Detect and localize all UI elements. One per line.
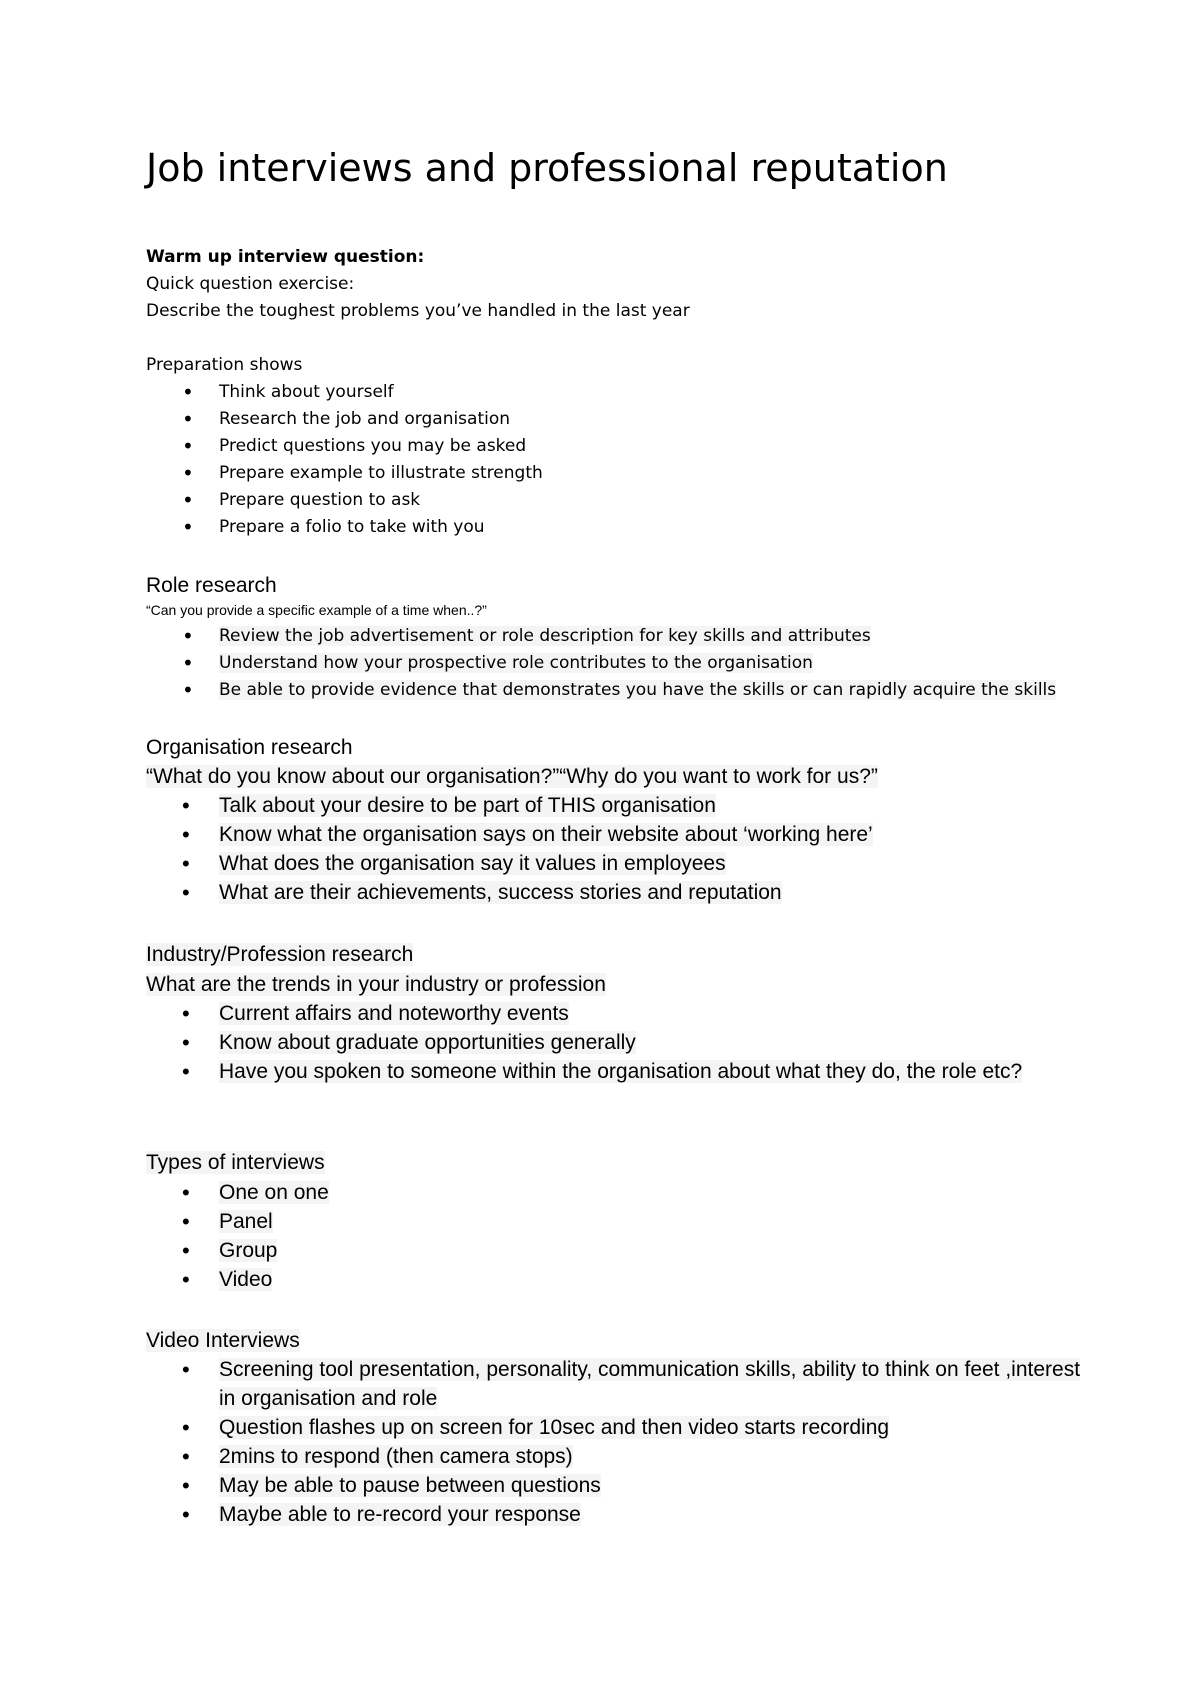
list-item: • Question flashes up on screen for 10sec and then video starts recording	[182, 1415, 890, 1440]
list-item: • One on one	[182, 1180, 329, 1205]
warmup-heading: Warm up interview question:	[146, 247, 425, 267]
bullet-icon: •	[182, 624, 194, 648]
bullet-icon: •	[182, 380, 194, 404]
bullet-icon: •	[182, 1030, 190, 1055]
bullet-icon: •	[182, 1267, 190, 1292]
list-item: • Review the job advertisement or role description for key skills and attributes	[182, 624, 871, 648]
list-item: • 2mins to respond (then camera stops)	[182, 1444, 573, 1469]
bullet-icon: •	[182, 1180, 190, 1205]
list-item: • Research the job and organisation	[182, 407, 511, 431]
list-item: • What does the organisation say it values in employees	[182, 851, 726, 876]
bullet-icon: •	[182, 651, 194, 675]
list-item: • Predict questions you may be asked	[182, 434, 527, 458]
bullet-icon: •	[182, 1473, 190, 1498]
warmup-line-2: Describe the toughest problems you’ve handled in the last year	[146, 301, 690, 321]
preparation-list	[182, 379, 543, 541]
bullet-icon: •	[182, 407, 194, 431]
bullet-icon: •	[182, 461, 194, 485]
interview-types-heading: Types of interviews	[146, 1151, 325, 1174]
bullet-icon: •	[182, 851, 190, 876]
list-item: • Prepare example to illustrate strength	[182, 461, 543, 485]
list-item: • Know about graduate opportunities generally	[182, 1030, 636, 1055]
bullet-icon: •	[182, 1444, 190, 1469]
list-item: • May be able to pause between questions	[182, 1473, 601, 1498]
list-item: • Think about yourself	[182, 380, 394, 404]
list-item: • Screening tool presentation, personality, communication skills, ability to think on feet ,interest in organisation and role	[182, 1357, 1081, 1410]
bullet-icon: •	[182, 1502, 190, 1527]
bullet-icon: •	[182, 1357, 190, 1382]
bullet-icon: •	[182, 1238, 190, 1263]
list-item: • Talk about your desire to be part of THIS organisation	[182, 793, 716, 818]
list-item: • Current affairs and noteworthy events	[182, 1001, 569, 1026]
bullet-icon: •	[182, 434, 194, 458]
interview-types-list	[182, 1178, 329, 1294]
bullet-icon: •	[182, 678, 194, 702]
bullet-icon: •	[182, 1209, 190, 1234]
bullet-icon: •	[182, 488, 194, 512]
industry-research-list	[182, 999, 1099, 1086]
bullet-icon: •	[182, 1059, 190, 1084]
industry-research-heading: Industry/Profession research	[146, 943, 414, 966]
page-title: Job interviews and professional reputation	[146, 146, 948, 190]
list-item: • Maybe able to re-record your response	[182, 1502, 581, 1527]
list-item: • Prepare a folio to take with you	[182, 515, 485, 539]
warmup-line-1: Quick question exercise:	[146, 274, 355, 294]
industry-research-question: What are the trends in your industry or profession	[146, 973, 606, 996]
bullet-icon: •	[182, 1415, 190, 1440]
bullet-icon: •	[182, 880, 190, 905]
role-research-heading: Role research	[146, 574, 277, 597]
video-interviews-list	[182, 1355, 1099, 1529]
bullet-icon: •	[182, 1001, 190, 1026]
list-item: • Have you spoken to someone within the organisation about what they do, the role etc?	[182, 1059, 1023, 1084]
bullet-icon: •	[182, 822, 190, 847]
preparation-heading: Preparation shows	[146, 355, 303, 375]
list-item: • What are their achievements, success stories and reputation	[182, 880, 782, 905]
list-item: • Panel	[182, 1209, 273, 1234]
list-item: • Group	[182, 1238, 278, 1263]
list-item: • Know what the organisation says on their website about ‘working here’	[182, 822, 873, 847]
role-research-list	[182, 623, 1099, 704]
list-item: • Be able to provide evidence that demonstrates you have the skills or can rapidly acquire the skills	[182, 678, 1057, 702]
role-research-quote: “Can you provide a specific example of a time when..?”	[146, 602, 487, 618]
list-item: • Understand how your prospective role contributes to the organisation	[182, 651, 813, 675]
list-item: • Video	[182, 1267, 273, 1292]
org-research-list	[182, 791, 873, 907]
video-interviews-heading: Video Interviews	[146, 1329, 300, 1352]
org-research-heading: Organisation research	[146, 736, 353, 759]
org-research-quote: “What do you know about our organisation?”“Why do you want to work for us?”	[146, 765, 878, 788]
list-item: • Prepare question to ask	[182, 488, 421, 512]
bullet-icon: •	[182, 515, 194, 539]
bullet-icon: •	[182, 793, 190, 818]
